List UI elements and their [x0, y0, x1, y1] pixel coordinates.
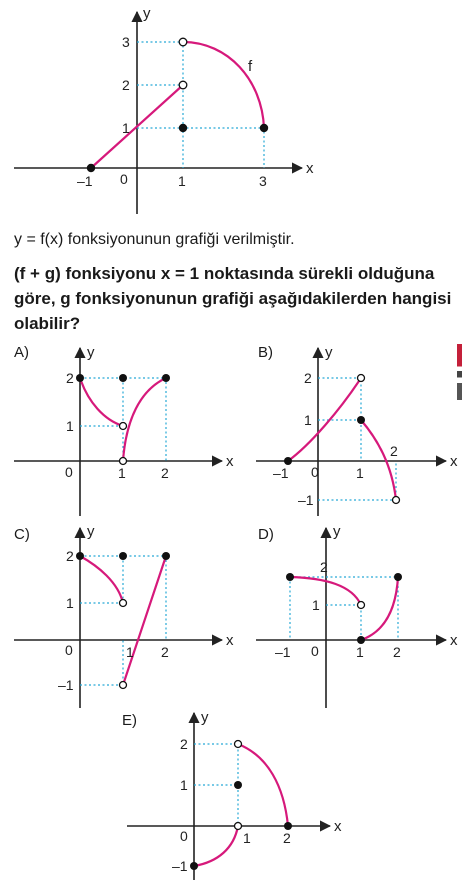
y-axis-label: y	[325, 344, 333, 361]
filled-point	[162, 552, 170, 560]
open-point	[120, 458, 127, 465]
y-tick-label: 2	[180, 736, 188, 752]
x-tick-label: 2	[161, 465, 169, 481]
origin-label: 0	[311, 464, 319, 480]
option-e-graph	[127, 709, 342, 880]
filled-point	[357, 416, 365, 424]
option-e-label[interactable]: E)	[122, 712, 137, 729]
g-segment	[194, 826, 238, 866]
g-segment	[361, 577, 398, 640]
y-tick-label: 1	[180, 777, 188, 793]
x-tick-label: 2	[161, 644, 169, 660]
open-point	[235, 823, 242, 830]
open-point	[120, 682, 127, 689]
origin-label: 0	[120, 171, 128, 187]
filled-point	[284, 822, 292, 830]
x-tick-label: 3	[259, 173, 267, 189]
function-label: f	[248, 58, 253, 75]
y-tick-label: 1	[66, 595, 74, 611]
x-axis-label: x	[226, 632, 234, 649]
main-graph	[14, 5, 314, 214]
y-axis-label: y	[201, 709, 209, 726]
intro-text: y = f(x) fonksiyonunun grafiği verilmiştir.	[14, 231, 295, 248]
x-tick-label: –1	[77, 173, 93, 189]
filled-point	[179, 124, 187, 132]
y-tick-label: 2	[304, 370, 312, 386]
filled-point	[357, 636, 365, 644]
option-c-graph	[14, 523, 234, 708]
y-tick-label: –1	[58, 677, 74, 693]
x-tick-label: 1	[356, 644, 364, 660]
open-point	[358, 602, 365, 609]
option-d-label[interactable]: D)	[258, 526, 274, 543]
filled-point	[286, 573, 294, 581]
x-axis-label: x	[450, 453, 458, 470]
y-axis-label: y	[333, 523, 341, 540]
origin-label: 0	[65, 642, 73, 658]
guide-line	[80, 640, 123, 685]
open-point	[120, 423, 127, 430]
filled-point	[76, 374, 84, 382]
option-c-label[interactable]: C)	[14, 526, 30, 543]
g-segment	[123, 378, 166, 461]
y-tick-label: 2	[320, 559, 328, 575]
guide-line	[80, 426, 123, 461]
filled-point	[234, 781, 242, 789]
x-axis-label: x	[306, 160, 314, 177]
filled-point	[190, 862, 198, 870]
origin-label: 0	[180, 828, 188, 844]
g-segment	[238, 744, 288, 826]
g-segment	[80, 556, 123, 603]
filled-point	[260, 124, 268, 132]
open-point	[179, 38, 187, 46]
y-tick-label: 3	[122, 34, 130, 50]
option-a-graph	[14, 344, 234, 516]
option-b-graph	[256, 344, 458, 516]
origin-label: 0	[65, 464, 73, 480]
question-text: (f + g) fonksiyonu x = 1 noktasında sürekli olduğuna göre, g fonksiyonunun grafiği aşağıdakilerden hangisi olabilir?	[14, 264, 452, 333]
x-tick-label: 2	[393, 644, 401, 660]
filled-point	[87, 164, 95, 172]
open-point	[179, 81, 187, 89]
option-d-graph	[256, 523, 458, 708]
x-axis-label: x	[334, 818, 342, 835]
x-tick-label: –1	[273, 465, 289, 481]
y-tick-label: 1	[66, 418, 74, 434]
option-a-label[interactable]: A)	[14, 344, 29, 361]
x-tick-label: –1	[275, 644, 291, 660]
y-axis-label: y	[87, 344, 95, 361]
y-axis-label: y	[87, 523, 95, 540]
guide-line	[290, 577, 398, 640]
g-segment	[80, 378, 123, 426]
open-point	[358, 375, 365, 382]
x-axis-label: x	[450, 632, 458, 649]
filled-point	[284, 457, 292, 465]
filled-point	[76, 552, 84, 560]
y-axis-label: y	[143, 5, 151, 22]
x-tick-label: 1	[356, 465, 364, 481]
x-axis-label: x	[226, 453, 234, 470]
filled-point	[162, 374, 170, 382]
origin-label: 0	[311, 643, 319, 659]
y-tick-label: 1	[122, 120, 130, 136]
guide-line	[326, 605, 361, 640]
x-tick-label: 1	[126, 644, 134, 660]
g-segment	[361, 420, 396, 500]
x-tick-label: 1	[178, 173, 186, 189]
x-tick-label: 1	[118, 465, 126, 481]
filled-point	[119, 374, 127, 382]
y-tick-label: –1	[298, 492, 314, 508]
filled-point	[119, 552, 127, 560]
page-edge-mark	[457, 344, 462, 400]
open-point	[393, 497, 400, 504]
option-b-label[interactable]: B)	[258, 344, 273, 361]
guide-line	[137, 128, 264, 168]
f-arc-segment	[183, 42, 264, 128]
y-tick-label: 1	[304, 412, 312, 428]
y-tick-label: 2	[122, 77, 130, 93]
y-tick-label: 2	[66, 370, 74, 386]
filled-point	[394, 573, 402, 581]
x-tick-label: 2	[390, 443, 398, 459]
open-point	[120, 600, 127, 607]
y-tick-label: –1	[172, 858, 188, 874]
x-tick-label: 1	[243, 830, 251, 846]
open-point	[235, 741, 242, 748]
y-tick-label: 2	[66, 548, 74, 564]
x-tick-label: 2	[283, 830, 291, 846]
g-segment	[123, 556, 166, 685]
y-tick-label: 1	[312, 597, 320, 613]
